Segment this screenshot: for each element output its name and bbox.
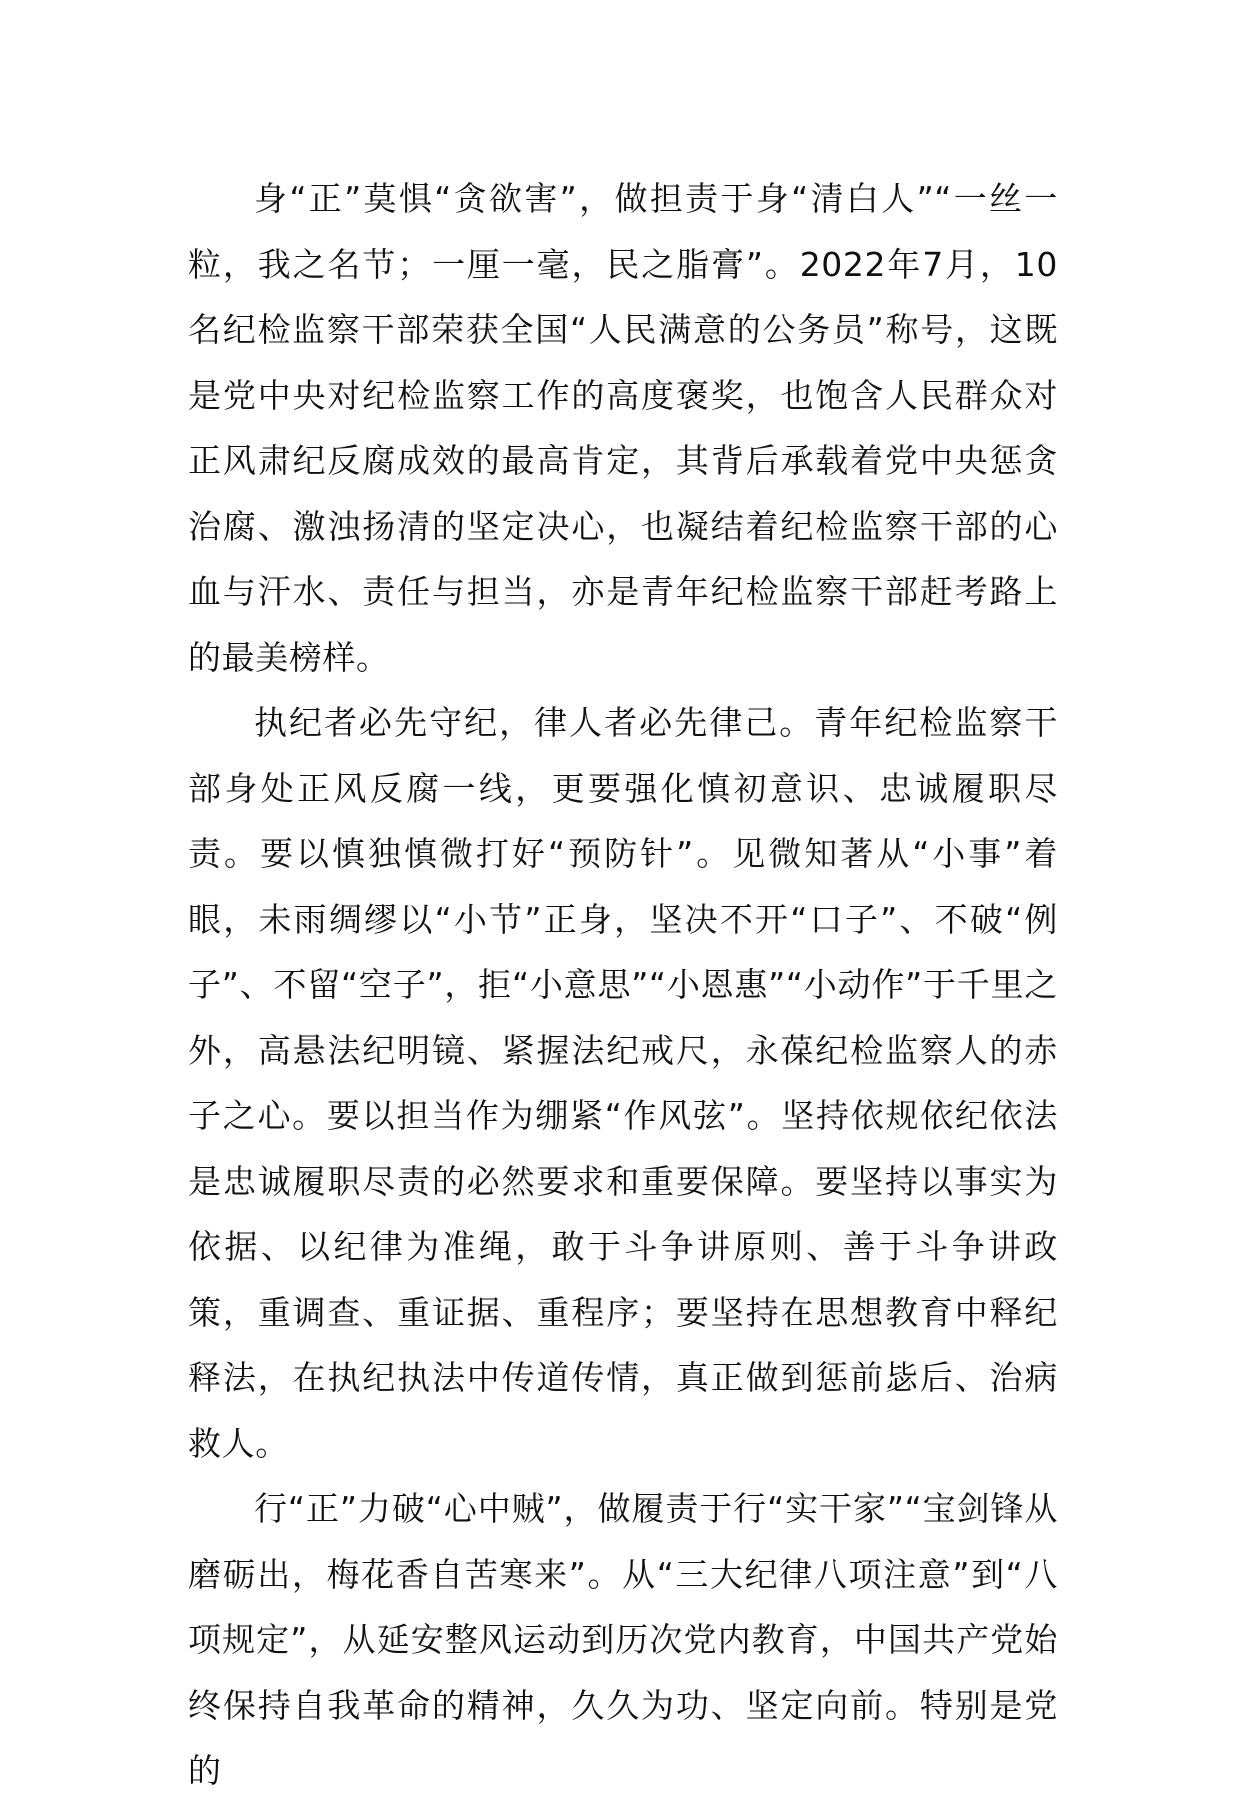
paragraph-2: 执纪者必先守纪，律人者必先律己。青年纪检监察干部身处正风反腐一线，更要强化慎初意识、忠诚履职尽责。要以慎独慎微打好“预防针”。见微知著从“小事”着眼，未雨绸缪以“小节”正身，坚决不开“口子”、不破“例子”、不留“空子”，拒“小意思”“小恩惠”“小动作”于千里之外，高悬法纪明镜、紧握法纪戒尺，永葆纪检监察人的赤子之心。要以担当作为绷紧“作风弦”。坚持依规依纪依法是忠诚履职尽责的必然要求和重要保障。要坚持以事实为依据、以纪律为准绳，敢于斗争讲原则、善于斗争讲政策，重调查、重证据、重程序；要坚持在思想教育中释纪释法，在执纪执法中传道传情，真正做到惩前毖后、治病救人。	[188, 703, 1058, 1463]
paragraph-1: 身“正”莫惧“贪欲害”，做担责于身“清白人”“一丝一粒，我之名节；一厘一毫，民之脂膏”。2022年7月，10名纪检监察干部荣获全国“人民满意的公务员”称号，这既是党中央对纪检监察工作的高度褒奖，也饱含人民群众对正风肃纪反腐成效的最高肯定，其背后承载着党中央惩贪治腐、激浊扬清的坚定决心，也凝结着纪检监察干部的心血与汗水、责任与担当，亦是青年纪检监察干部赶考路上的最美榜样。	[188, 179, 1058, 677]
document-body	[188, 166, 1058, 1804]
paragraph-3: 行“正”力破“心中贼”，做履责于行“实干家”“宝剑锋从磨砺出，梅花香自苦寒来”。从“三大纪律八项注意”到“八项规定”，从延安整风运动到历次党内教育，中国共产党始终保持自我革命的精神，久久为功、坚定向前。特别是党的	[188, 1489, 1058, 1790]
